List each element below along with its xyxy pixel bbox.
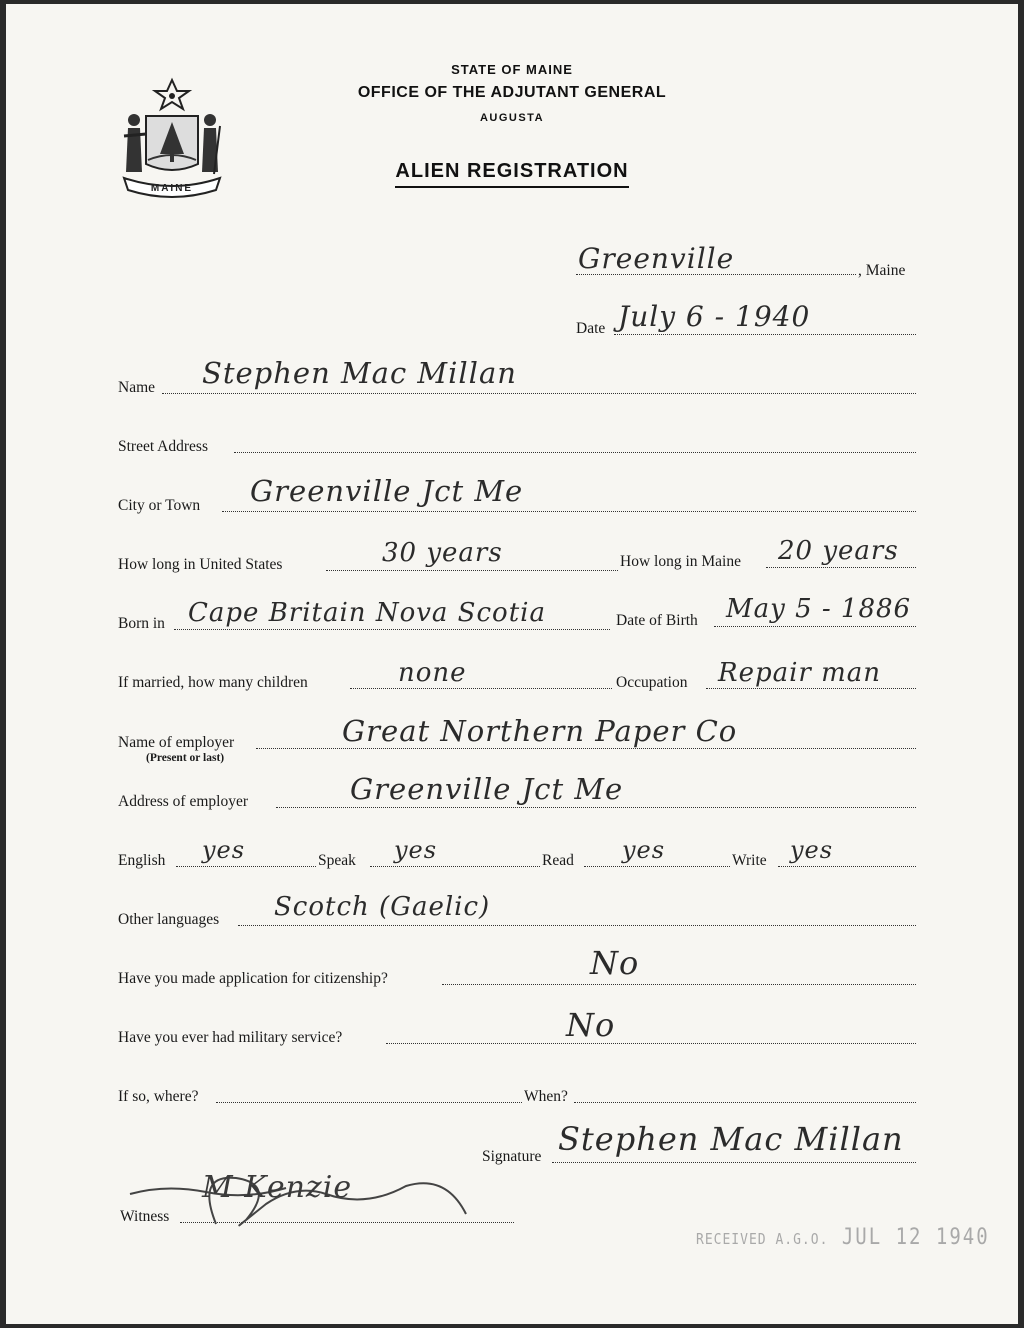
occupation-label: Occupation <box>616 674 688 691</box>
english-value[interactable]: yes <box>202 836 246 864</box>
how-long-us-label: How long in United States <box>118 556 283 573</box>
employer-address-value[interactable]: Greenville Jct Me <box>350 772 624 806</box>
street-label: Street Address <box>118 438 208 455</box>
write-label: Write <box>732 852 767 869</box>
how-long-maine-label: How long in Maine <box>620 553 741 570</box>
employer-address-label: Address of employer <box>118 793 248 810</box>
english-label: English <box>118 852 166 869</box>
date-of-birth-label: Date of Birth <box>616 612 698 629</box>
employer-note: (Present or last) <box>146 752 225 764</box>
military-value[interactable]: No <box>566 1006 616 1044</box>
citizenship-label: Have you made application for citizenship? <box>118 970 388 987</box>
born-in-label: Born in <box>118 615 165 632</box>
office-heading: OFFICE OF THE ADJUTANT GENERAL <box>357 84 667 101</box>
town-value[interactable]: Greenville <box>578 242 735 275</box>
registration-form <box>6 4 1018 1324</box>
signature-label: Signature <box>482 1148 542 1165</box>
maine-label: , Maine <box>858 262 906 279</box>
stamp-date-text: JUL 12 1940 <box>841 1224 990 1250</box>
date-label: Date <box>576 320 606 337</box>
speak-value[interactable]: yes <box>394 836 438 864</box>
occupation-value[interactable]: Repair man <box>718 658 882 688</box>
children-value[interactable]: none <box>398 658 467 688</box>
stamp-received-text: RECEIVED A.G.O. <box>696 1231 829 1249</box>
city-label: City or Town <box>118 497 201 514</box>
write-value[interactable]: yes <box>790 836 834 864</box>
military-label: Have you ever had military service? <box>118 1029 343 1046</box>
how-long-maine-value[interactable]: 20 years <box>778 536 899 566</box>
city-value[interactable]: Greenville Jct Me <box>250 474 524 508</box>
read-label: Read <box>542 852 574 869</box>
witness-value[interactable]: M Kenzie <box>202 1170 353 1205</box>
witness-label: Witness <box>120 1208 170 1225</box>
name-value[interactable]: Stephen Mac Millan <box>202 356 517 390</box>
read-value[interactable]: yes <box>622 836 666 864</box>
date-value[interactable]: July 6 - 1940 <box>618 300 811 333</box>
born-in-value[interactable]: Cape Britain Nova Scotia <box>188 598 546 628</box>
other-languages-value[interactable]: Scotch (Gaelic) <box>274 892 491 922</box>
when-label: When? <box>524 1088 568 1105</box>
received-stamp <box>696 1224 990 1249</box>
seal-text: MAINE <box>150 183 194 194</box>
other-languages-label: Other languages <box>118 911 220 928</box>
date-of-birth-value[interactable]: May 5 - 1886 <box>726 594 912 624</box>
children-label: If married, how many children <box>118 674 308 691</box>
employer-value[interactable]: Great Northern Paper Co <box>342 714 738 748</box>
signature-value[interactable]: Stephen Mac Millan <box>558 1120 904 1158</box>
name-label: Name <box>118 379 156 396</box>
speak-label: Speak <box>318 852 356 869</box>
employer-label: Name of employer <box>118 734 235 751</box>
form-title: ALIEN REGISTRATION <box>6 160 1018 183</box>
where-label: If so, where? <box>118 1088 199 1105</box>
state-heading: STATE OF MAINE <box>451 62 573 77</box>
city-heading: AUGUSTA <box>479 112 545 124</box>
citizenship-value[interactable]: No <box>590 944 640 982</box>
how-long-us-value[interactable]: 30 years <box>382 538 503 568</box>
